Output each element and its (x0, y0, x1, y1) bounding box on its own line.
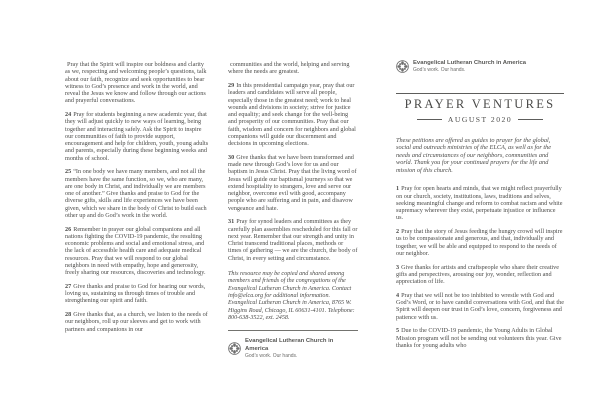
left-page-column-2 (228, 61, 358, 268)
footer-divider (228, 330, 358, 331)
cover-panel (396, 60, 564, 356)
org-name: Evangelical Lutheran Church in America (413, 60, 527, 66)
prayer-item-number: 4 (396, 291, 400, 299)
elca-logo-text (413, 60, 526, 74)
prayer-item-number: 2 (396, 228, 400, 236)
subtitle-row (396, 115, 564, 124)
prayer-item-number: 30 (228, 153, 235, 161)
prayer-item-number: 31 (228, 218, 235, 226)
elca-logo (396, 60, 564, 74)
title-rule (396, 93, 564, 94)
org-name: Evangelical Lutheran Church in America (245, 338, 334, 352)
prayer-item-text: Pray for students beginning a new academic year, that they will adjust quickly to new ways of learning, being together and interacting safely. Ask the Spirit to inspire our communities of faith to provide support, encouragement and help for children, youth, young adults and parents, especially during these beginning weeks and months of school. (65, 111, 209, 162)
prayer-item (65, 226, 209, 277)
prayer-item-text: Give thanks for artists and craftspeople who share their creative gifts and perspectives, arousing our joy, wonder, reflection and appreciation of life. (396, 263, 559, 286)
prayer-item (396, 292, 564, 321)
prayer-item (65, 311, 209, 333)
prayer-item (228, 218, 358, 262)
prayer-item (65, 61, 209, 105)
prayer-item (65, 168, 209, 219)
prayer-item-text: Give thanks that we have been transformed and made new through God’s love for us and our baptism in Jesus Christ. Pray that the living word of Jesus will guide our baptismal journeys so that we extend hospitality to strangers, love and serve our neighbor, overcome evil with good, accompany people who are suffering and in pain, and disavow vengeance and hate. (228, 153, 357, 212)
org-tagline: God’s work. Our hands. (245, 352, 298, 359)
prayer-item (228, 82, 358, 147)
prayer-item-number: 26 (65, 225, 72, 233)
prayer-item-text: Due to the COVID-19 pandemic, the Young Adults in Global Mission program will not be sending out volunteers this year. Give thanks for young adults who (396, 327, 562, 349)
prayer-item-text: Pray that the Spirit will inspire our boldness and clarity as we, respecting and welcoming people’s questions, talk about our faith, recognize and seek opportunities to bear witness to God’s presence and work in the world, and reveal the Jesus we know and follow through our actions and prayerful conversations. (65, 61, 207, 105)
prayer-item-text: Pray for synod leaders and committees as they carefully plan assemblies rescheduled for this fall or next year. Remember that our strength and unity in Christ transcend traditional places, methods or times of gathering — we are the church, the body of Christ, in every setting and circumstance. (228, 218, 358, 262)
prayer-item-number: 29 (228, 82, 235, 89)
prayer-item (396, 327, 564, 349)
left-page-column-1 (65, 61, 209, 339)
prayer-item-number: 1 (396, 185, 400, 193)
subtitle-dash-left (417, 119, 442, 120)
prayer-item-number: 24 (65, 111, 72, 118)
prayer-item-text: Give thanks and praise to God for hearing our words, loving us, sustaining us through times of trouble and strengthening our spirit and faith. (65, 282, 206, 305)
page-subtitle: AUGUST 2020 (447, 114, 513, 124)
prayer-item-text: Pray that we will not be too inhibited to wrestle with God and God’s Word, or to have candid conversations with God, and that the Spirit will deepen our trust in God’s love, concern, forgiveness and patience with us. (396, 291, 564, 321)
page-title: PRAYER VENTURES (404, 96, 556, 111)
prayer-item-number: 25 (65, 168, 72, 176)
prayer-item (396, 264, 564, 286)
resource-note: This resource may be copied and shared among members and friends of the congregations of the Evangelical Lutheran Church in America. Contact info@elca.org for additional information. Evangelical Lutheran Church in America, 8765 W. Higgins Road, Chicago, IL 60631-4101. Telephone: 800-638-3522, ext. 2458. (228, 271, 355, 321)
prayer-item-text: In this presidential campaign year, pray that our leaders and candidates will serve all people, especially those in the greatest need; work to heal wounds and divisions in society; strive for justice and equality; and seek change for the well-being and prosperity of our communities. Pray that our faith, wisdom and concern for neighbors and global companions will guide our discernment and decisions in upcoming elections. (228, 82, 356, 147)
prayer-item-text: communities and the world, helping and serving where the needs are greatest. (228, 61, 350, 76)
elca-logo (228, 338, 358, 359)
cover-intro: These petitions are offered as guides to prayer for the global, social and outreach ministries of the ELCA, as well as for the needs and circumstances of our neighbors, communities and world. Thank you for your continued prayers for the life and mission of this church. (396, 136, 552, 174)
prayer-item-text: Pray for open hearts and minds, that we might reflect prayerfully on our church, society, institutions, laws, traditions and selves, seeking meaningful change and reform to combat racism and white supremacy wherever they exist, perpetuate injustice or influence us. (396, 185, 563, 222)
luther-rose-icon (228, 342, 241, 355)
prayer-item (228, 154, 358, 212)
org-tagline: God’s work. Our hands. (413, 67, 466, 74)
prayer-item-number: 5 (396, 327, 400, 335)
prayer-item-text: “In one body we have many members, and not all the members have the same function, so we, who are many, are one body in Christ, and individually we are members one of another.” Give thanks and praise to God for the diverse gifts, skills and life experiences we have been given, which we share in the body of Christ to build each other up and do God’s work in the world. (65, 168, 207, 219)
prayer-item-number: 3 (396, 263, 400, 271)
left-page-footer (228, 271, 358, 359)
prayer-item (65, 283, 209, 305)
prayer-item (396, 228, 564, 257)
prayer-item (396, 185, 564, 221)
prayer-item-number: 28 (65, 311, 72, 318)
luther-rose-icon (396, 60, 409, 73)
prayer-item-text: Remember in prayer our global companions and all nations fighting the COVID-19 pandemic, the resulting economic problems and social and emotional stress, and the lack of accessible health care and adequate medical resources. Pray that we will respond to our global neighbors in need with empathy, hope and generosity, freely sharing our resources, discoveries and technology. (65, 225, 206, 276)
prayer-item (228, 61, 358, 76)
prayer-item-text: Give thanks that, as a church, we listen to the needs of our neighbors, roll up our sleeves and get to work with partners and companions in our (65, 311, 208, 333)
prayer-item (65, 111, 209, 162)
subtitle-dash-right (518, 119, 543, 120)
elca-logo-text (245, 338, 358, 359)
prayer-item-number: 27 (65, 282, 72, 290)
prayer-item-text: Pray that the story of Jesus feeding the hungry crowd will inspire us to be compassionate and generous, and that, individually and together, we will be able and equipped to respond to the needs of our neighbor. (396, 228, 563, 257)
